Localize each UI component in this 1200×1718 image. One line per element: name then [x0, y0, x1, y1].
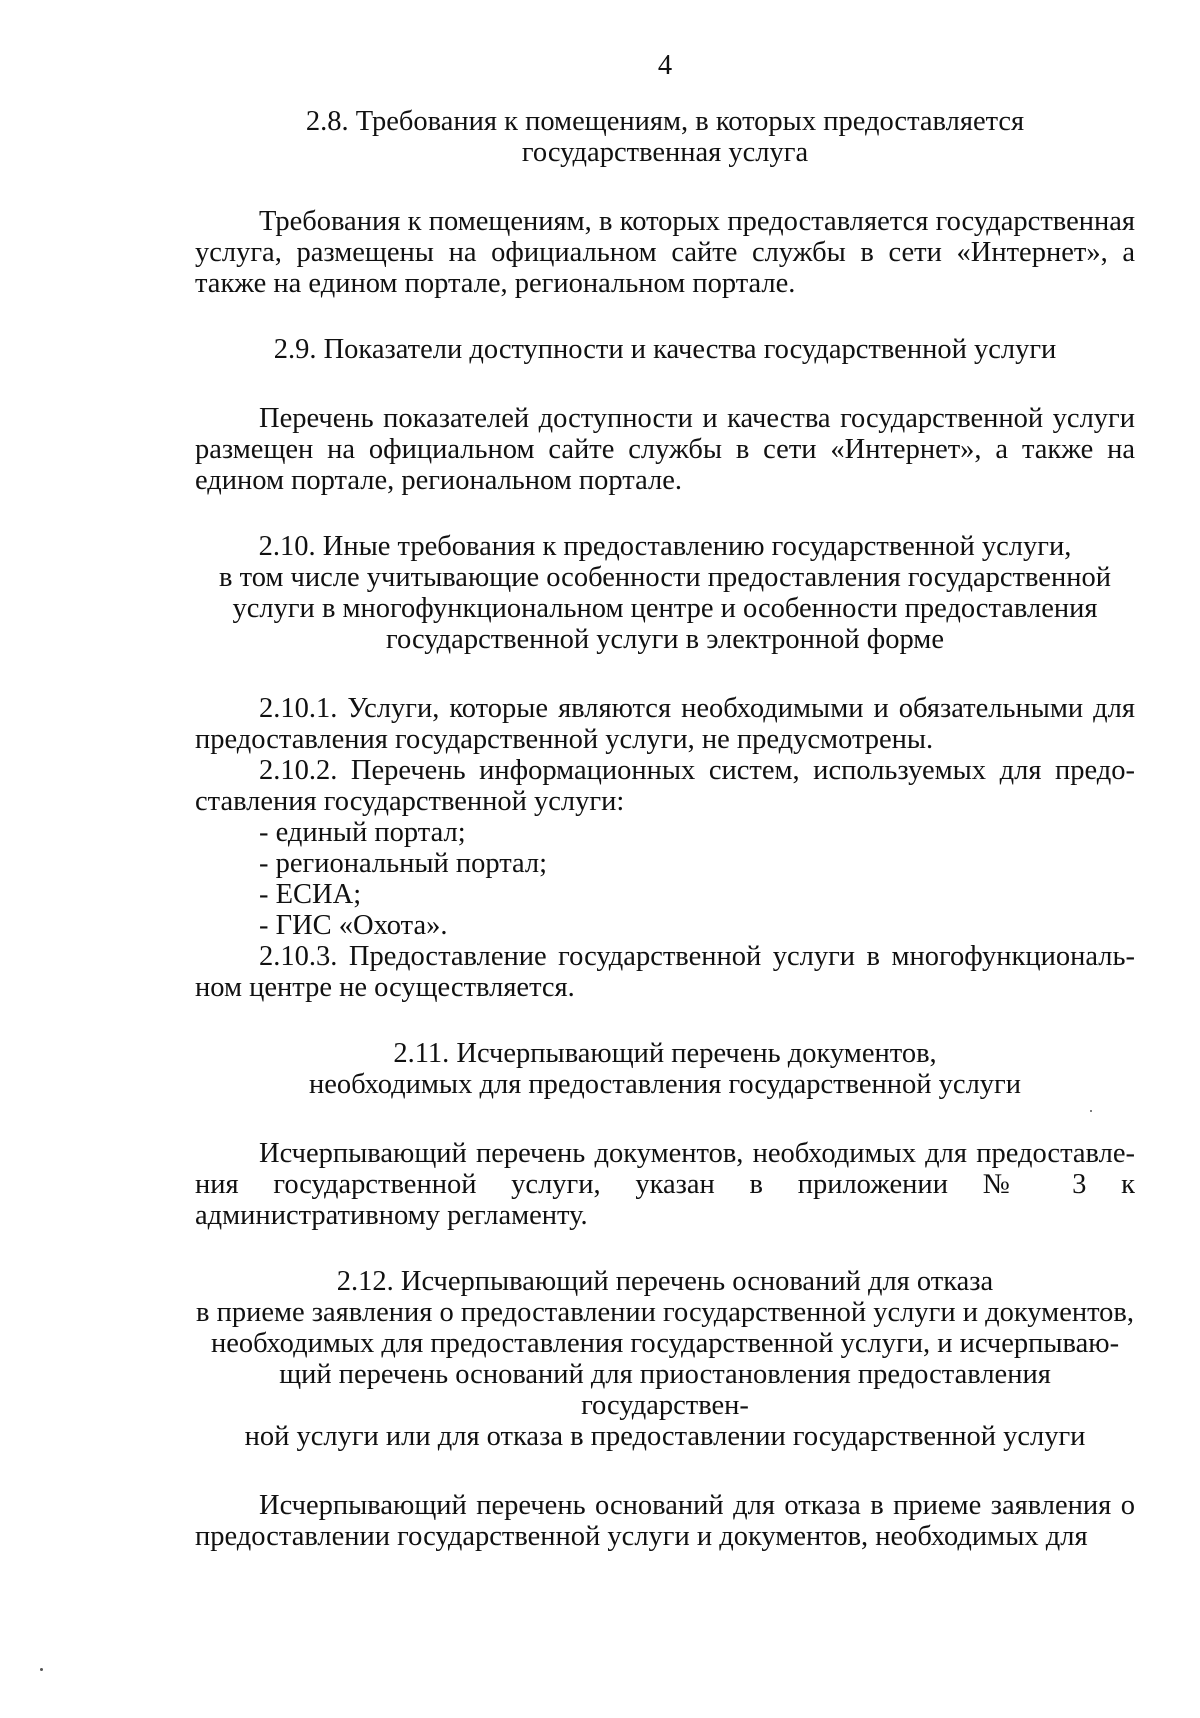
section-2-10-heading [195, 531, 1135, 655]
list-item: - единый портал; [259, 817, 466, 848]
heading-line: необходимых для предоставления государственной услуги, и исчерпываю- [210, 1328, 1120, 1359]
heading-line: 2.12. Исчерпывающий перечень оснований для отказа [336, 1266, 994, 1297]
heading-line: в том числе учитывающие особенности предоставления государственной [219, 562, 1111, 593]
section-2-10-3-text: 2.10.3. Предоставление государственной услуги в многофункциональном центре не осуществляется. [195, 941, 1135, 1003]
list-item: - ЕСИА; [259, 879, 362, 910]
heading-line: 2.8. Требования к помещениям, в которых предоставляется [305, 106, 1025, 137]
heading-line: 2.10. Иные требования к предоставлению государственной услуги, [258, 531, 1072, 562]
page-number: 4 [657, 50, 673, 81]
heading-line: необходимых для предоставления государственной услуги [308, 1069, 1021, 1100]
scan-speck [1090, 1110, 1092, 1112]
list-item: - ГИС «Охота». [259, 910, 448, 941]
document-page [195, 50, 1135, 1552]
heading-line: 2.9. Показатели доступности и качества государственной услуги [273, 334, 1057, 365]
section-2-10-1-text: 2.10.1. Услуги, которые являются необходимыми и обязательными для предоставления государственной услуги, не предусмотрены. [195, 693, 1135, 755]
heading-line: государственной услуги в электронной форме [386, 624, 944, 655]
section-2-11-text: Исчерпывающий перечень документов, необходимых для предоставления государственной услуги, указан в приложении № 3 к административному регламенту. [195, 1138, 1135, 1231]
heading-line: услуги в многофункциональном центре и особенности предоставления [232, 593, 1098, 624]
section-2-8-text: Требования к помещениям, в которых предоставляется государственная услуга, размещены на официальном сайте службы в сети «Интернет», а также на едином портале, региональном портале. [195, 206, 1135, 299]
section-2-11-heading [195, 1038, 1135, 1100]
list-item: - региональный портал; [259, 848, 548, 879]
section-2-9-heading [195, 334, 1135, 365]
section-2-8-heading [195, 106, 1135, 168]
heading-line: щий перечень оснований для приостановления предоставления государствен- [279, 1359, 1051, 1421]
section-2-9-text: Перечень показателей доступности и качества государственной услуги размещен на официальном сайте службы в сети «Интернет», а также на едином портале, региональном портале. [195, 403, 1135, 496]
heading-line: ной услуги или для отказа в предоставлении государственной услуги [244, 1421, 1086, 1452]
heading-line: 2.11. Исчерпывающий перечень документов, [393, 1038, 937, 1069]
section-2-10-2-text: 2.10.2. Перечень информационных систем, используемых для предоставления государственной услуги: [195, 755, 1135, 817]
scan-speck [40, 1668, 43, 1671]
heading-line: государственная услуга [521, 137, 809, 168]
heading-line: в приеме заявления о предоставлении государственной услуги и документов, [195, 1297, 1135, 1328]
section-2-12-text: Исчерпывающий перечень оснований для отказа в приеме заявления о предоставлении государственной услуги и документов, необходимых для [195, 1490, 1135, 1552]
section-2-12-heading [195, 1266, 1135, 1452]
